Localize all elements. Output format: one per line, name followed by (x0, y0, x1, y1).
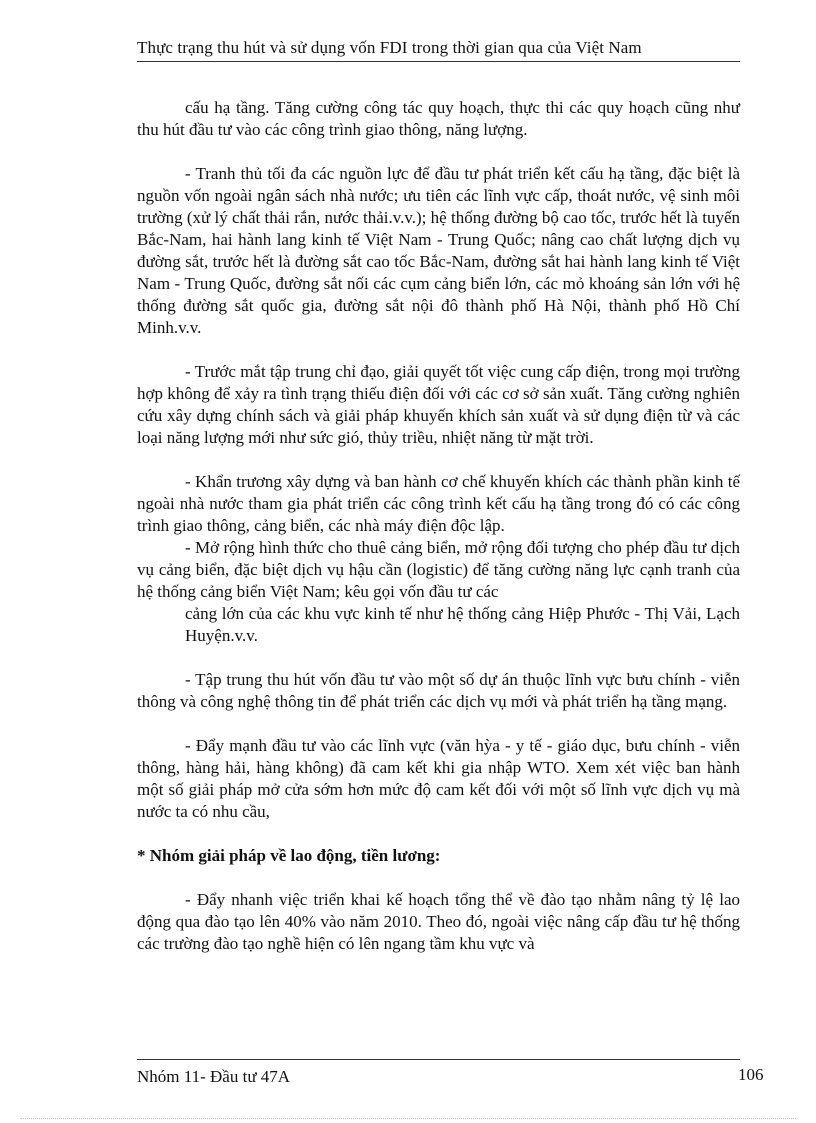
page-header-title: Thực trạng thu hút và sử dụng vốn FDI trong thời gian qua của Việt Nam (137, 38, 642, 57)
footer-group-label: Nhóm 11- Đầu tư 47A (137, 1067, 291, 1086)
document-body (137, 97, 740, 955)
paragraph-2: - Tranh thủ tối đa các nguồn lực để đầu tư phát triển kết cấu hạ tầng, đặc biệt là nguồn vốn ngoài ngân sách nhà nước; ưu tiên các lĩnh vực cấp, thoát nước, vệ sinh môi trường (xử lý chất thải rắn, nước thải.v.v.); hệ thống đường bộ cao tốc, trước hết là tuyến Bắc-Nam, hai hành lang kinh tế Việt Nam - Trung Quốc; nâng cao chất lượng dịch vụ đường sắt, trước hết là đường sắt cao tốc Bắc-Nam, đường sắt hai hành lang kinh tế Việt Nam - Trung Quốc, đường sắt nối các cụm cảng biển lớn, các mỏ khoáng sản lớn với hệ thống đường sắt quốc gia, đường sắt nội đô thành phố Hà Nội, thành phố Hồ Chí Minh.v.v. (137, 164, 740, 337)
paragraph-7: - Đẩy mạnh đầu tư vào các lĩnh vực (văn hỳa - y tế - giáo dục, bưu chính - viễn thông, hàng hải, hàng không) đã cam kết khi gia nhập WTO. Xem xét việc ban hành một số giải pháp mở cửa sớm hơn mức độ cam kết đối với một số lĩnh vực dịch vụ mà nước ta có nhu cầu, (137, 736, 740, 821)
paragraph-5b: cảng lớn của các khu vực kinh tế như hệ thống cảng Hiệp Phước - Thị Vải, Lạch Huyện.v.v. (185, 604, 740, 645)
paragraph-6: - Tập trung thu hút vốn đầu tư vào một số dự án thuộc lĩnh vực bưu chính - viễn thông và công nghệ thông tin để phát triển các dịch vụ mới và phát triển hạ tầng mạng. (137, 670, 740, 711)
page-number: 106 (738, 1065, 764, 1084)
footer-divider (137, 1059, 740, 1060)
paragraph-3: - Trước mắt tập trung chỉ đạo, giải quyết tốt việc cung cấp điện, trong mọi trường hợp không để xảy ra tình trạng thiếu điện đối với các cơ sở sản xuất. Tăng cường nghiên cứu xây dựng chính sách và giải pháp khuyến khích sản xuất và sử dụng điện từ và các loại năng lượng mới như sức gió, thủy triều, nhiệt năng từ mặt trời. (137, 362, 740, 447)
page-bottom-border (20, 1118, 796, 1119)
header-divider (137, 61, 740, 62)
paragraph-8: - Đẩy nhanh việc triển khai kế hoạch tổng thể về đào tạo nhằm nâng tỷ lệ lao động qua đào tạo lên 40% vào năm 2010. Theo đó, ngoài việc nâng cấp đầu tư hệ thống các trường đào tạo nghề hiện có lên ngang tầm khu vực và (137, 890, 740, 953)
section-heading: * Nhóm giải pháp về lao động, tiền lương: (137, 846, 441, 865)
paragraph-5a: - Mở rộng hình thức cho thuê cảng biển, mở rộng đối tượng cho phép đầu tư dịch vụ cảng biển, đặc biệt dịch vụ hậu cần (logistic) để tăng cường năng lực cạnh tranh của hệ thống cảng biển Việt Nam; kêu gọi vốn đầu tư các (137, 538, 740, 601)
paragraph-4: - Khẩn trương xây dựng và ban hành cơ chế khuyến khích các thành phần kinh tế ngoài nhà nước tham gia phát triển các công trình kết cấu hạ tầng trong đó có các công trình giao thông, cảng biển, các nhà máy điện độc lập. (137, 472, 740, 535)
paragraph-1: cấu hạ tầng. Tăng cường công tác quy hoạch, thực thi các quy hoạch cũng như thu hút đầu tư vào các công trình giao thông, năng lượng. (137, 98, 740, 139)
